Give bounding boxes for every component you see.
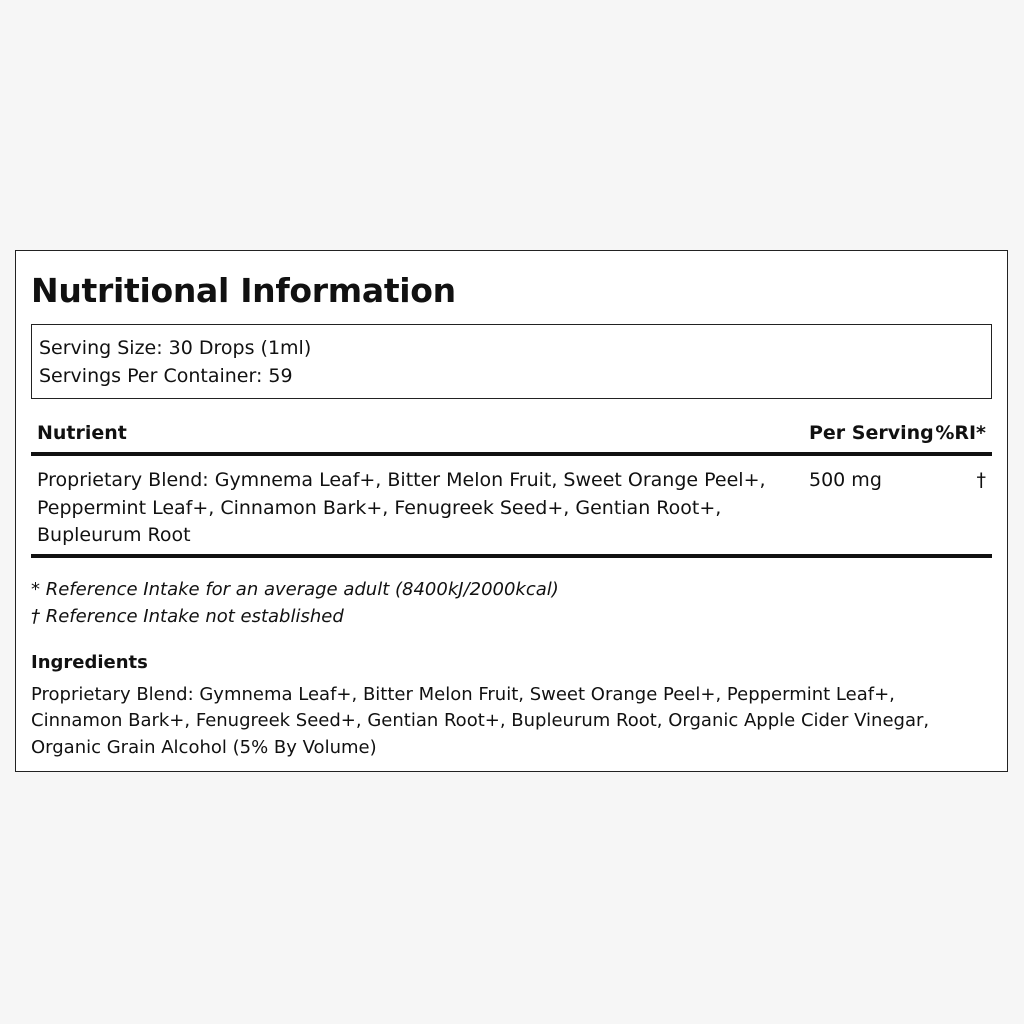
ingredients-text: Proprietary Blend: Gymnema Leaf+, Bitter Melon Fruit, Sweet Orange Peel+, Peppermint Leaf+, Cinnamon Bark+, Fenugreek Seed+, Gentian Root+, Bupleurum Root, Organic Apple Cider Vinegar, Organic Grain Alcohol (5% By Volume) <box>31 683 930 758</box>
header-nutrient: Nutrient <box>37 422 127 444</box>
ingredients-heading: Ingredients <box>31 651 148 673</box>
nutrient-ri: † <box>976 469 986 491</box>
nutrition-panel <box>15 250 1008 772</box>
serving-size: Serving Size: 30 Drops (1ml) <box>39 337 312 359</box>
table-header-row <box>31 419 992 456</box>
serving-info-box <box>31 324 992 399</box>
panel-title: Nutritional Information <box>31 271 456 310</box>
footnote-reference-intake: * Reference Intake for an average adult (8400kJ/2000kcal) <box>31 578 559 600</box>
footnote-not-established: † Reference Intake not established <box>31 605 344 627</box>
nutrient-table <box>31 419 992 558</box>
nutrient-name: Proprietary Blend: Gymnema Leaf+, Bitter Melon Fruit, Sweet Orange Peel+, Peppermint Leaf+, Cinnamon Bark+, Fenugreek Seed+, Gentian Root+, Bupleurum Root <box>37 469 766 546</box>
table-row <box>31 456 992 558</box>
header-per-serving: Per Serving <box>809 422 934 444</box>
nutrient-amount: 500 mg <box>809 469 882 491</box>
footnotes <box>31 576 992 630</box>
servings-per-container: Servings Per Container: 59 <box>39 365 293 387</box>
header-ri: %RI* <box>935 422 986 444</box>
